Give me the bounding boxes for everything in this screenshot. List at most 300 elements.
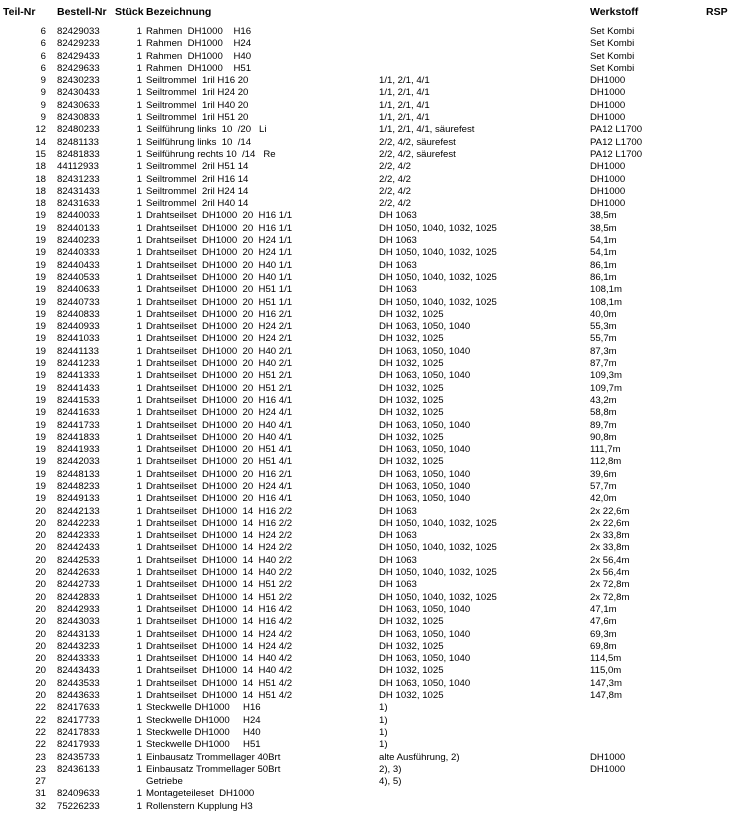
stueck-cell: 1 bbox=[136, 87, 142, 99]
parts-table-body bbox=[0, 26, 749, 813]
table-row bbox=[0, 432, 749, 444]
teil-nr-cell: 19 bbox=[35, 333, 46, 345]
bezeichnung-cell: Drahtseilset DH1000 14 H51 4/2 bbox=[146, 690, 293, 702]
bestell-nr-cell: 82441733 bbox=[57, 419, 100, 431]
teil-nr-cell: 19 bbox=[35, 468, 46, 480]
teil-nr-cell: 19 bbox=[35, 444, 46, 456]
bestell-nr-cell: 82430633 bbox=[57, 99, 100, 111]
bestell-nr-cell: 82443233 bbox=[57, 640, 100, 652]
note-cell: DH 1063, 1050, 1040 bbox=[379, 480, 471, 492]
teil-nr-cell: 27 bbox=[35, 776, 46, 788]
bezeichnung-cell: Rahmen DH1000 H16 bbox=[146, 26, 252, 37]
teil-nr-cell: 20 bbox=[35, 505, 46, 517]
bestell-nr-cell: 82430833 bbox=[57, 112, 100, 124]
note-cell: DH 1063 bbox=[379, 505, 417, 517]
bestell-nr-cell: 82440933 bbox=[57, 321, 100, 333]
header-rsp: RSP bbox=[706, 6, 728, 18]
bestell-nr-cell: 44112933 bbox=[57, 161, 99, 173]
teil-nr-cell: 6 bbox=[40, 62, 46, 74]
werkstoff-cell: 90,8m bbox=[590, 431, 617, 443]
bezeichnung-cell: Drahtseilset DH1000 14 H51 2/2 bbox=[146, 591, 293, 603]
werkstoff-cell: 2x 22,6m bbox=[590, 505, 630, 517]
note-cell: DH 1050, 1040, 1032, 1025 bbox=[379, 542, 497, 554]
werkstoff-cell: DH1000 bbox=[590, 173, 626, 185]
table-row bbox=[0, 149, 749, 161]
werkstoff-cell: 42,0m bbox=[590, 493, 617, 505]
bestell-nr-cell: 82448133 bbox=[57, 468, 100, 480]
note-cell: DH 1063, 1050, 1040 bbox=[379, 468, 471, 480]
stueck-cell: 1 bbox=[136, 653, 142, 665]
teil-nr-cell: 20 bbox=[35, 653, 46, 665]
bezeichnung-cell: Seiltrommel 2ril H40 14 bbox=[146, 198, 249, 210]
bestell-nr-cell: 82441333 bbox=[57, 370, 100, 382]
werkstoff-cell: 47,1m bbox=[590, 603, 617, 615]
bezeichnung-cell: Drahtseilset DH1000 20 H40 2/1 bbox=[146, 358, 293, 370]
bestell-nr-cell: 82417833 bbox=[57, 726, 100, 738]
note-cell: 1) bbox=[379, 714, 388, 726]
note-cell: DH 1032, 1025 bbox=[379, 333, 444, 345]
werkstoff-cell: 40,0m bbox=[590, 308, 617, 320]
note-cell: 1) bbox=[379, 726, 388, 738]
table-row bbox=[0, 702, 749, 714]
werkstoff-cell: DH1000 bbox=[590, 198, 626, 210]
note-cell: DH 1050, 1040, 1032, 1025 bbox=[379, 591, 497, 603]
bestell-nr-cell: 82441433 bbox=[57, 382, 100, 394]
bestell-nr-cell: 82417633 bbox=[57, 702, 100, 714]
bestell-nr-cell: 82440333 bbox=[57, 247, 100, 259]
note-cell: 1/1, 2/1, 4/1 bbox=[379, 112, 430, 124]
bezeichnung-cell: Drahtseilset DH1000 20 H51 2/1 bbox=[146, 370, 293, 382]
werkstoff-cell: 2x 56,4m bbox=[590, 567, 630, 579]
bestell-nr-cell: 82440633 bbox=[57, 284, 100, 296]
stueck-cell: 1 bbox=[136, 419, 142, 431]
table-row bbox=[0, 493, 749, 505]
table-row bbox=[0, 616, 749, 628]
table-row bbox=[0, 567, 749, 579]
table-row bbox=[0, 75, 749, 87]
stueck-cell: 1 bbox=[136, 173, 142, 185]
header-bezeichnung: Bezeichnung bbox=[146, 6, 212, 18]
table-row bbox=[0, 112, 749, 124]
teil-nr-cell: 19 bbox=[35, 382, 46, 394]
bestell-nr-cell: 82441233 bbox=[57, 358, 100, 370]
teil-nr-cell: 18 bbox=[35, 173, 46, 185]
werkstoff-cell: 2x 72,8m bbox=[590, 591, 630, 603]
note-cell: DH 1032, 1025 bbox=[379, 308, 444, 320]
note-cell: DH 1063, 1050, 1040 bbox=[379, 370, 471, 382]
teil-nr-cell: 19 bbox=[35, 493, 46, 505]
teil-nr-cell: 19 bbox=[35, 407, 46, 419]
stueck-cell: 1 bbox=[136, 726, 142, 738]
werkstoff-cell: DH1000 bbox=[590, 112, 626, 124]
teil-nr-cell: 22 bbox=[35, 714, 46, 726]
bezeichnung-cell: Steckwelle DH1000 H16 bbox=[146, 702, 261, 714]
table-row bbox=[0, 530, 749, 542]
teil-nr-cell: 19 bbox=[35, 358, 46, 370]
bezeichnung-cell: Drahtseilset DH1000 20 H51 1/1 bbox=[146, 284, 293, 296]
werkstoff-cell: 2x 33,8m bbox=[590, 542, 630, 554]
stueck-cell: 1 bbox=[136, 38, 142, 50]
teil-nr-cell: 19 bbox=[35, 247, 46, 259]
werkstoff-cell: 115,0m bbox=[590, 665, 622, 677]
bestell-nr-cell: 82430233 bbox=[57, 75, 100, 87]
bestell-nr-cell: 82443133 bbox=[57, 628, 100, 640]
stueck-cell: 1 bbox=[136, 136, 142, 148]
bezeichnung-cell: Drahtseilset DH1000 14 H40 2/2 bbox=[146, 567, 293, 579]
table-row bbox=[0, 407, 749, 419]
table-row bbox=[0, 223, 749, 235]
table-row bbox=[0, 641, 749, 653]
stueck-cell: 1 bbox=[136, 628, 142, 640]
bestell-nr-cell: 82435733 bbox=[57, 751, 100, 763]
bezeichnung-cell: Drahtseilset DH1000 14 H16 2/2 bbox=[146, 505, 293, 517]
stueck-cell: 1 bbox=[136, 591, 142, 603]
table-row bbox=[0, 518, 749, 530]
bestell-nr-cell: 82443033 bbox=[57, 616, 100, 628]
table-row bbox=[0, 137, 749, 149]
teil-nr-cell: 18 bbox=[35, 185, 46, 197]
bezeichnung-cell: Drahtseilset DH1000 20 H51 2/1 bbox=[146, 382, 293, 394]
bestell-nr-cell: 82441533 bbox=[57, 394, 100, 406]
bezeichnung-cell: Drahtseilset DH1000 20 H16 2/1 bbox=[146, 468, 293, 480]
bezeichnung-cell: Drahtseilset DH1000 14 H24 2/2 bbox=[146, 542, 293, 554]
note-cell: DH 1032, 1025 bbox=[379, 640, 444, 652]
table-row bbox=[0, 788, 749, 800]
bezeichnung-cell: Drahtseilset DH1000 14 H51 4/2 bbox=[146, 677, 293, 689]
stueck-cell: 1 bbox=[136, 112, 142, 124]
table-row bbox=[0, 629, 749, 641]
bestell-nr-cell: 82440733 bbox=[57, 296, 100, 308]
table-row bbox=[0, 752, 749, 764]
teil-nr-cell: 14 bbox=[35, 136, 46, 148]
table-row bbox=[0, 124, 749, 136]
bezeichnung-cell: Drahtseilset DH1000 14 H51 2/2 bbox=[146, 579, 293, 591]
stueck-cell: 1 bbox=[136, 185, 142, 197]
bezeichnung-cell: Drahtseilset DH1000 20 H40 1/1 bbox=[146, 259, 293, 271]
teil-nr-cell: 19 bbox=[35, 235, 46, 247]
note-cell: alte Ausführung, 2) bbox=[379, 751, 460, 763]
bestell-nr-cell: 82449133 bbox=[57, 493, 100, 505]
stueck-cell: 1 bbox=[136, 62, 142, 74]
note-cell: DH 1063 bbox=[379, 259, 417, 271]
teil-nr-cell: 19 bbox=[35, 480, 46, 492]
stueck-cell: 1 bbox=[136, 677, 142, 689]
bezeichnung-cell: Drahtseilset DH1000 20 H51 4/1 bbox=[146, 456, 293, 468]
note-cell: DH 1063, 1050, 1040 bbox=[379, 677, 471, 689]
teil-nr-cell: 6 bbox=[40, 38, 46, 50]
stueck-cell: 1 bbox=[136, 702, 142, 714]
teil-nr-cell: 6 bbox=[40, 26, 46, 37]
note-cell: DH 1032, 1025 bbox=[379, 407, 444, 419]
stueck-cell: 1 bbox=[136, 603, 142, 615]
stueck-cell: 1 bbox=[136, 579, 142, 591]
teil-nr-cell: 19 bbox=[35, 370, 46, 382]
teil-nr-cell: 9 bbox=[40, 75, 46, 87]
teil-nr-cell: 20 bbox=[35, 554, 46, 566]
bezeichnung-cell: Seiltrommel 2ril H24 14 bbox=[146, 185, 249, 197]
werkstoff-cell: 57,7m bbox=[590, 480, 617, 492]
bestell-nr-cell: 82443333 bbox=[57, 653, 100, 665]
bezeichnung-cell: Drahtseilset DH1000 20 H24 4/1 bbox=[146, 407, 293, 419]
teil-nr-cell: 20 bbox=[35, 628, 46, 640]
bestell-nr-cell: 82480233 bbox=[57, 124, 100, 136]
werkstoff-cell: 147,3m bbox=[590, 677, 622, 689]
teil-nr-cell: 18 bbox=[35, 198, 46, 210]
teil-nr-cell: 22 bbox=[35, 726, 46, 738]
bezeichnung-cell: Seilführung links 10 /14 bbox=[146, 136, 252, 148]
note-cell: DH 1050, 1040, 1032, 1025 bbox=[379, 296, 497, 308]
bezeichnung-cell: Drahtseilset DH1000 14 H16 2/2 bbox=[146, 517, 293, 529]
teil-nr-cell: 19 bbox=[35, 456, 46, 468]
stueck-cell: 1 bbox=[136, 321, 142, 333]
werkstoff-cell: Set Kombi bbox=[590, 38, 635, 50]
bestell-nr-cell: 82440533 bbox=[57, 271, 100, 283]
stueck-cell: 1 bbox=[136, 763, 142, 775]
werkstoff-cell: 55,3m bbox=[590, 321, 617, 333]
bestell-nr-cell: 82481833 bbox=[57, 148, 100, 160]
note-cell: DH 1050, 1040, 1032, 1025 bbox=[379, 247, 497, 259]
stueck-cell: 1 bbox=[136, 800, 142, 812]
bezeichnung-cell: Drahtseilset DH1000 20 H16 2/1 bbox=[146, 308, 293, 320]
bezeichnung-cell: Getriebe bbox=[146, 776, 183, 788]
table-row bbox=[0, 186, 749, 198]
note-cell: DH 1032, 1025 bbox=[379, 665, 444, 677]
bestell-nr-cell: 82481133 bbox=[57, 136, 99, 148]
bestell-nr-cell: 82442633 bbox=[57, 567, 100, 579]
note-cell: DH 1050, 1040, 1032, 1025 bbox=[379, 567, 497, 579]
stueck-cell: 1 bbox=[136, 468, 142, 480]
note-cell: 2/2, 4/2 bbox=[379, 185, 412, 197]
bezeichnung-cell: Drahtseilset DH1000 20 H16 4/1 bbox=[146, 493, 293, 505]
teil-nr-cell: 22 bbox=[35, 702, 46, 714]
note-cell: 1) bbox=[379, 739, 388, 751]
stueck-cell: 1 bbox=[136, 444, 142, 456]
stueck-cell: 1 bbox=[136, 222, 142, 234]
header-bestell-nr: Bestell-Nr bbox=[57, 6, 107, 18]
bezeichnung-cell: Seiltrommel 1ril H24 20 bbox=[146, 87, 249, 99]
table-row bbox=[0, 297, 749, 309]
table-row bbox=[0, 506, 749, 518]
table-row bbox=[0, 333, 749, 345]
stueck-cell: 1 bbox=[136, 394, 142, 406]
stueck-cell: 1 bbox=[136, 75, 142, 87]
stueck-cell: 1 bbox=[136, 456, 142, 468]
stueck-cell: 1 bbox=[136, 210, 142, 222]
table-row bbox=[0, 272, 749, 284]
bestell-nr-cell: 82442233 bbox=[57, 517, 100, 529]
teil-nr-cell: 20 bbox=[35, 690, 46, 702]
note-cell: DH 1063, 1050, 1040 bbox=[379, 444, 471, 456]
teil-nr-cell: 20 bbox=[35, 579, 46, 591]
teil-nr-cell: 32 bbox=[35, 800, 46, 812]
stueck-cell: 1 bbox=[136, 161, 142, 173]
bestell-nr-cell: 82409633 bbox=[57, 788, 100, 800]
werkstoff-cell: 47,6m bbox=[590, 616, 617, 628]
note-cell: 4), 5) bbox=[379, 776, 402, 788]
teil-nr-cell: 23 bbox=[35, 751, 46, 763]
bestell-nr-cell: 82429233 bbox=[57, 38, 100, 50]
bezeichnung-cell: Rahmen DH1000 H51 bbox=[146, 62, 252, 74]
stueck-cell: 1 bbox=[136, 247, 142, 259]
note-cell: DH 1063, 1050, 1040 bbox=[379, 653, 471, 665]
bezeichnung-cell: Seilführung rechts 10 /14 Re bbox=[146, 148, 276, 160]
table-row bbox=[0, 210, 749, 222]
bezeichnung-cell: Drahtseilset DH1000 14 H40 4/2 bbox=[146, 665, 293, 677]
bestell-nr-cell: 82440833 bbox=[57, 308, 100, 320]
table-row bbox=[0, 395, 749, 407]
teil-nr-cell: 12 bbox=[35, 124, 46, 136]
stueck-cell: 1 bbox=[136, 714, 142, 726]
note-cell: 1/1, 2/1, 4/1 bbox=[379, 99, 430, 111]
note-cell: 2/2, 4/2, säurefest bbox=[379, 148, 456, 160]
note-cell: DH 1063, 1050, 1040 bbox=[379, 321, 471, 333]
stueck-cell: 1 bbox=[136, 505, 142, 517]
bestell-nr-cell: 82441833 bbox=[57, 431, 100, 443]
teil-nr-cell: 19 bbox=[35, 308, 46, 320]
note-cell: DH 1063 bbox=[379, 554, 417, 566]
note-cell: DH 1050, 1040, 1032, 1025 bbox=[379, 517, 497, 529]
teil-nr-cell: 20 bbox=[35, 665, 46, 677]
table-row bbox=[0, 100, 749, 112]
werkstoff-cell: 39,6m bbox=[590, 468, 617, 480]
bestell-nr-cell: 82440133 bbox=[57, 222, 100, 234]
bezeichnung-cell: Rahmen DH1000 H40 bbox=[146, 50, 252, 62]
bezeichnung-cell: Einbausatz Trommellager 40Brt bbox=[146, 751, 281, 763]
bestell-nr-cell: 82441633 bbox=[57, 407, 100, 419]
stueck-cell: 1 bbox=[136, 431, 142, 443]
werkstoff-cell: DH1000 bbox=[590, 763, 626, 775]
stueck-cell: 1 bbox=[136, 50, 142, 62]
bezeichnung-cell: Drahtseilset DH1000 20 H16 1/1 bbox=[146, 222, 293, 234]
table-row bbox=[0, 690, 749, 702]
bezeichnung-cell: Drahtseilset DH1000 20 H40 4/1 bbox=[146, 419, 293, 431]
werkstoff-cell: DH1000 bbox=[590, 99, 626, 111]
table-row bbox=[0, 555, 749, 567]
teil-nr-cell: 20 bbox=[35, 603, 46, 615]
table-row bbox=[0, 26, 749, 38]
werkstoff-cell: 147,8m bbox=[590, 690, 622, 702]
teil-nr-cell: 22 bbox=[35, 739, 46, 751]
table-row bbox=[0, 444, 749, 456]
werkstoff-cell: 69,3m bbox=[590, 628, 617, 640]
bestell-nr-cell: 82443633 bbox=[57, 690, 100, 702]
table-row bbox=[0, 776, 749, 788]
teil-nr-cell: 19 bbox=[35, 222, 46, 234]
werkstoff-cell: 54,1m bbox=[590, 235, 617, 247]
werkstoff-cell: 38,5m bbox=[590, 210, 617, 222]
teil-nr-cell: 20 bbox=[35, 530, 46, 542]
werkstoff-cell: 87,3m bbox=[590, 345, 617, 357]
stueck-cell: 1 bbox=[136, 259, 142, 271]
stueck-cell: 1 bbox=[136, 235, 142, 247]
bezeichnung-cell: Drahtseilset DH1000 20 H40 2/1 bbox=[146, 345, 293, 357]
note-cell: DH 1032, 1025 bbox=[379, 394, 444, 406]
table-row bbox=[0, 715, 749, 727]
bezeichnung-cell: Seilführung links 10 /20 Li bbox=[146, 124, 267, 136]
table-row bbox=[0, 198, 749, 210]
bestell-nr-cell: 82431633 bbox=[57, 198, 100, 210]
teil-nr-cell: 19 bbox=[35, 284, 46, 296]
table-row bbox=[0, 370, 749, 382]
bezeichnung-cell: Drahtseilset DH1000 20 H51 1/1 bbox=[146, 296, 293, 308]
table-row bbox=[0, 727, 749, 739]
stueck-cell: 1 bbox=[136, 788, 142, 800]
werkstoff-cell: DH1000 bbox=[590, 75, 626, 87]
bezeichnung-cell: Drahtseilset DH1000 20 H40 1/1 bbox=[146, 271, 293, 283]
note-cell: DH 1063 bbox=[379, 284, 417, 296]
stueck-cell: 1 bbox=[136, 616, 142, 628]
stueck-cell: 1 bbox=[136, 99, 142, 111]
stueck-cell: 1 bbox=[136, 296, 142, 308]
werkstoff-cell: 108,1m bbox=[590, 284, 622, 296]
bezeichnung-cell: Seiltrommel 1ril H16 20 bbox=[146, 75, 249, 87]
note-cell: 1/1, 2/1, 4/1 bbox=[379, 75, 430, 87]
teil-nr-cell: 19 bbox=[35, 321, 46, 333]
bestell-nr-cell: 82443433 bbox=[57, 665, 100, 677]
table-row bbox=[0, 161, 749, 173]
table-row bbox=[0, 481, 749, 493]
werkstoff-cell: 43,2m bbox=[590, 394, 617, 406]
note-cell: 2/2, 4/2 bbox=[379, 161, 412, 173]
bestell-nr-cell: 82441933 bbox=[57, 444, 100, 456]
teil-nr-cell: 20 bbox=[35, 542, 46, 554]
bestell-nr-cell: 82442133 bbox=[57, 505, 100, 517]
bezeichnung-cell: Drahtseilset DH1000 20 H16 1/1 bbox=[146, 210, 293, 222]
bezeichnung-cell: Drahtseilset DH1000 20 H40 4/1 bbox=[146, 431, 293, 443]
note-cell: DH 1032, 1025 bbox=[379, 690, 444, 702]
note-cell: DH 1063 bbox=[379, 530, 417, 542]
table-row bbox=[0, 456, 749, 468]
teil-nr-cell: 19 bbox=[35, 345, 46, 357]
stueck-cell: 1 bbox=[136, 739, 142, 751]
note-cell: DH 1063 bbox=[379, 210, 417, 222]
bestell-nr-cell: 82440233 bbox=[57, 235, 100, 247]
bestell-nr-cell: 82430433 bbox=[57, 87, 100, 99]
bestell-nr-cell: 82429033 bbox=[57, 26, 100, 37]
werkstoff-cell: 109,3m bbox=[590, 370, 622, 382]
bestell-nr-cell: 82417733 bbox=[57, 714, 100, 726]
note-cell: DH 1063 bbox=[379, 579, 417, 591]
werkstoff-cell: PA12 L1700 bbox=[590, 124, 643, 136]
teil-nr-cell: 20 bbox=[35, 616, 46, 628]
bestell-nr-cell: 82442933 bbox=[57, 603, 100, 615]
bezeichnung-cell: Steckwelle DH1000 H24 bbox=[146, 714, 261, 726]
stueck-cell: 1 bbox=[136, 124, 142, 136]
teil-nr-cell: 18 bbox=[35, 161, 46, 173]
note-cell: 2/2, 4/2 bbox=[379, 198, 412, 210]
bestell-nr-cell: 75226233 bbox=[57, 800, 100, 812]
stueck-cell: 1 bbox=[136, 480, 142, 492]
teil-nr-cell: 19 bbox=[35, 431, 46, 443]
table-row bbox=[0, 321, 749, 333]
note-cell: DH 1063, 1050, 1040 bbox=[379, 419, 471, 431]
werkstoff-cell: Set Kombi bbox=[590, 62, 635, 74]
table-row bbox=[0, 38, 749, 50]
werkstoff-cell: 69,8m bbox=[590, 640, 617, 652]
werkstoff-cell: 54,1m bbox=[590, 247, 617, 259]
bestell-nr-cell: 82442033 bbox=[57, 456, 100, 468]
stueck-cell: 1 bbox=[136, 271, 142, 283]
table-row bbox=[0, 604, 749, 616]
stueck-cell: 1 bbox=[136, 567, 142, 579]
teil-nr-cell: 19 bbox=[35, 271, 46, 283]
bestell-nr-cell: 82417933 bbox=[57, 739, 100, 751]
teil-nr-cell: 9 bbox=[40, 99, 46, 111]
werkstoff-cell: 89,7m bbox=[590, 419, 617, 431]
stueck-cell: 1 bbox=[136, 542, 142, 554]
teil-nr-cell: 19 bbox=[35, 296, 46, 308]
table-row bbox=[0, 579, 749, 591]
